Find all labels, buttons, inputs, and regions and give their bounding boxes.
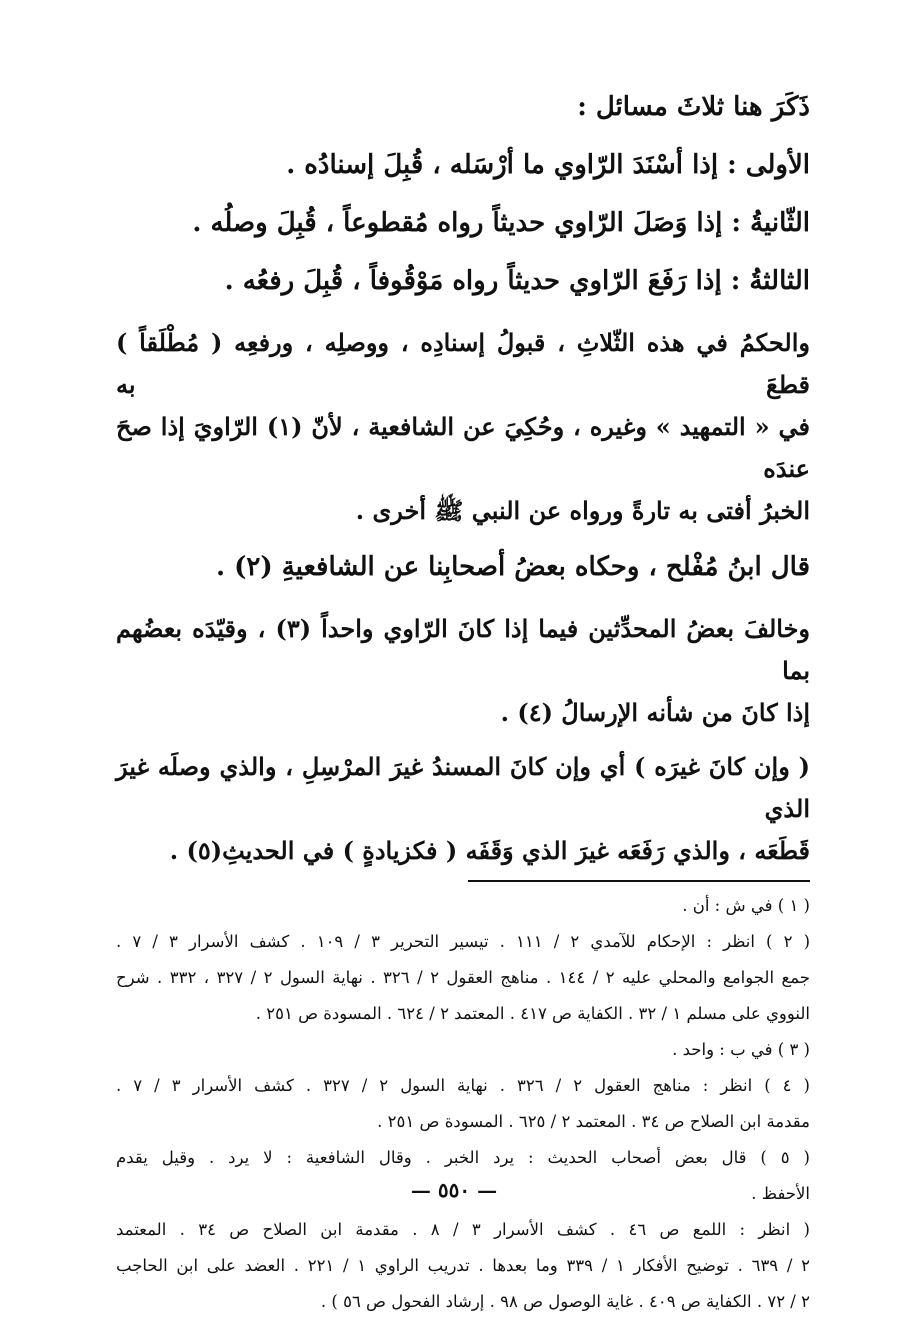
- footnote-separator: [468, 880, 810, 882]
- issue-third: الثالثةُ : إذا رَفَعَ الرّاوي حديثاً رواه مَوْقُوفاً ، قُبِلَ رفعُه .: [224, 266, 810, 296]
- footnote-5-line-1: ( ٥ ) قال بعض أصحاب الحديث : يرد الخبر . وقال الشافعية : لا يرد . وقيل يقدم: [116, 1148, 810, 1167]
- text-line-1: ( وإن كانَ غيرَه ) أي وإن كانَ المسندُ غيرَ المرْسِلِ ، والذي وصلَه غيرَ الذي: [116, 752, 811, 823]
- disagree-line-1: وخالفَ بعضُ المحدِّثين فيما إذا كانَ الرّاوي واحداً (٣) ، وقيّدَه بعضُهم بما: [116, 614, 810, 685]
- disagree-line-2: إذا كانَ من شأنه الإرسالُ (٤) .: [500, 698, 810, 727]
- main-text: [116, 78, 810, 872]
- page-number: — ٥٥٠ —: [410, 1178, 498, 1202]
- footnote-5-line-5: ٢ / ٧٢ . الكفاية ص ٤٠٩ . غاية الوصول ص ٩٨ . إرشاد الفحول ص ٥٦ ) .: [320, 1292, 810, 1311]
- issue-second: الثّانيةُ : إذا وَصَلَ الرّاوي حديثاً رواه مُقطوعاً ، قُبِلَ وصلُه .: [192, 208, 810, 238]
- footnote-5-line-2: الأحفظ .: [751, 1184, 810, 1203]
- footnote-2-line-1: ( ٢ ) انظر : الإحكام للآمدي ٢ / ١١١ . تيسير التحرير ٣ / ١٠٩ . كشف الأسرار ٣ / ٧ .: [116, 932, 811, 951]
- spacer: [116, 734, 810, 746]
- issue-first: الأولى : إذا أسْنَدَ الرّاوي ما أرْسَله ، قُبِلَ إسنادُه .: [286, 150, 810, 180]
- ruling-line-3: الخبرُ أفتى به تارةً ورواه عن النبي ﷺ أخرى .: [355, 496, 810, 525]
- footnote-4-line-2: مقدمة ابن الصلاح ص ٣٤ . المعتمد ٢ / ٦٢٥ . المسودة ص ٢٥١ .: [377, 1112, 810, 1131]
- footnotes: [116, 888, 810, 1320]
- intro-line: ذَكَرَ هنا ثلاثَ مسائل :: [577, 92, 810, 122]
- ibn-muflih-line: قال ابنُ مُفْلح ، وحكاه بعضُ أصحابِنا عن الشافعيةِ (٢) .: [216, 552, 810, 582]
- footnote-2-line-3: النووي على مسلم ١ / ٣٢ . الكفاية ص ٤١٧ . المعتمد ٢ / ٦٢٤ . المسودة ص ٢٥١ .: [255, 1004, 810, 1023]
- text-line-2: قَطَعَه ، والذي رَفَعَه غيرَ الذي وَقَفَه ( فكزيادةٍ ) في الحديثِ(٥) .: [169, 836, 810, 865]
- footnote-3: ( ٣ ) في ب : واحد .: [672, 1040, 810, 1059]
- footnote-2-line-2: جمع الجوامع والمحلي عليه ٢ / ١٤٤ . مناهج العقول ٢ / ٣٢٦ . نهاية السول ٢ / ٣٢٧ ، ٣٣٢ . شرح: [116, 968, 811, 987]
- footnote-1: ( ١ ) في ش : أن .: [682, 896, 810, 915]
- footnote-5-line-4: ٢ / ٦٣٩ . توضيح الأفكار ١ / ٣٣٩ وما بعدها . تدريب الراوي ١ / ٢٢١ . العضد على ابن الحاجب: [116, 1256, 810, 1275]
- footnote-4-line-1: ( ٤ ) انظر : مناهج العقول ٢ / ٣٢٦ . نهاية السول ٢ / ٣٢٧ . كشف الأسرار ٣ / ٧ .: [116, 1076, 810, 1095]
- spacer: [116, 596, 810, 608]
- ruling-line-2: في « التمهيد » وغيره ، وحُكِيَ عن الشافعية ، لأنّ (١) الرّاويَ إذا صحَ عندَه: [116, 412, 810, 483]
- spacer: [116, 310, 810, 322]
- footnote-5-line-3: ( انظر : اللمع ص ٤٦ . كشف الأسرار ٣ / ٨ . مقدمة ابن الصلاح ص ٣٤ . المعتمد: [116, 1220, 810, 1239]
- ruling-line-1: والحكمُ في هذه الثّلاثِ ، قبولُ إسنادِه ، ووصلِه ، ورفعِه ( مُطْلَقاً ) قطعَ به: [116, 328, 810, 399]
